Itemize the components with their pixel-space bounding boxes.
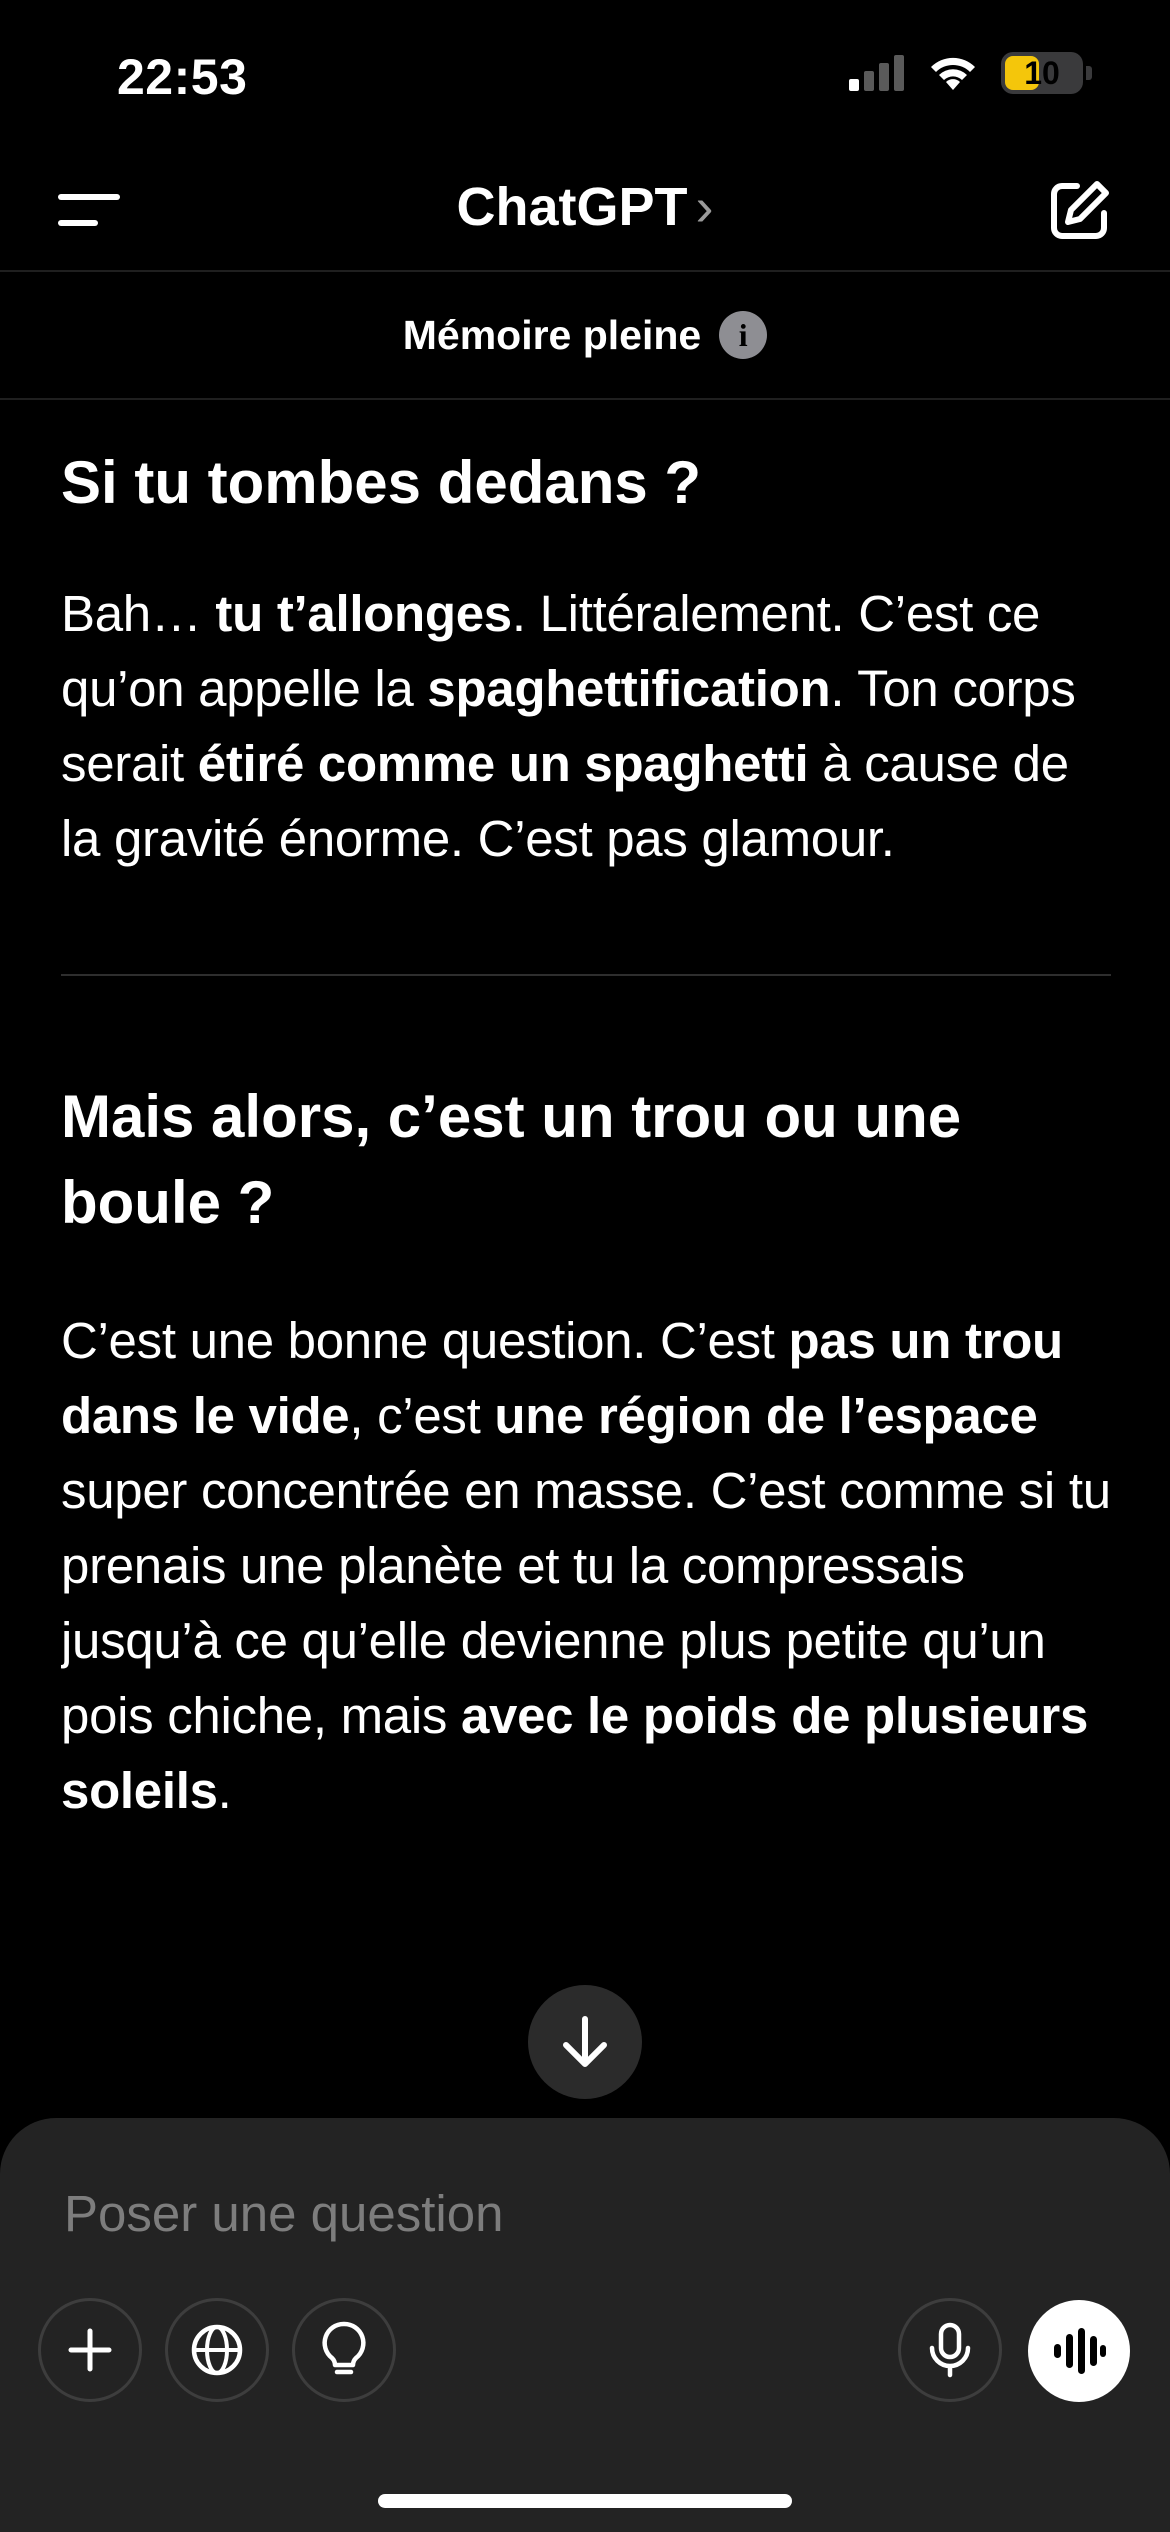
bold-text-run: pas un trou dans le vide [61, 1312, 1063, 1444]
text-run: C’est une bonne question. C’est [61, 1312, 789, 1369]
text-run: Bah… [61, 585, 216, 642]
text-run: super concentrée en masse. C’est comme si tu prenais une planète et tu la compressais jusqu’à ce qu’elle devienne plus petite qu’un pois chiche, mais [61, 1462, 1111, 1744]
info-icon[interactable]: i [719, 311, 767, 359]
status-time: 22:53 [117, 49, 248, 105]
plus-icon [67, 2327, 113, 2373]
arrow-down-icon [560, 2015, 610, 2069]
text-run: . Littéralement. C’est ce qu’on appelle la [61, 585, 1041, 717]
battery-body [1001, 52, 1083, 94]
composer [0, 2118, 1170, 2532]
battery-icon [1001, 52, 1092, 94]
battery-cap [1086, 66, 1092, 80]
message-section [61, 440, 1111, 876]
bold-text-run: une région de l’espace [494, 1387, 1038, 1444]
text-run: à cause de la gravité énorme. C’est pas glamour. [61, 735, 1069, 867]
message-input[interactable]: Poser une question [64, 2185, 504, 2242]
globe-icon [190, 2323, 244, 2377]
memory-banner[interactable] [0, 272, 1170, 400]
bold-text-run: avec le poids de plusieurs soleils [61, 1687, 1089, 1819]
section-paragraph [61, 576, 1111, 876]
message-section [61, 1074, 1111, 1828]
text-run: , c’est [349, 1387, 495, 1444]
battery-percentage: 10 [1024, 54, 1060, 91]
assistant-message [61, 400, 1111, 2070]
text-run: . Ton corps serait [61, 660, 1076, 792]
reason-button[interactable] [292, 2298, 396, 2402]
dictation-button[interactable] [898, 2298, 1002, 2402]
bold-text-run: tu t’allonges [215, 585, 512, 642]
status-icons [849, 52, 1092, 94]
nav-bar [0, 150, 1170, 272]
voice-mode-button[interactable] [1028, 2300, 1130, 2402]
bold-text-run: spaghettification [427, 660, 831, 717]
section-heading: Si tu tombes dedans ? [61, 449, 702, 516]
section-heading: Mais alors, c’est un trou ou une boule ? [61, 1083, 962, 1236]
memory-status-text: Mémoire pleine [402, 311, 702, 358]
wifi-icon [927, 54, 979, 92]
new-chat-icon[interactable] [1044, 176, 1114, 246]
model-selector[interactable] [0, 176, 1170, 238]
section-paragraph [61, 1303, 1111, 1828]
text-run: . [217, 1762, 232, 1819]
voice-mode-icon [1052, 2326, 1106, 2376]
cellular-signal-icon [849, 55, 905, 91]
home-indicator[interactable] [378, 2494, 792, 2508]
web-search-button[interactable] [165, 2298, 269, 2402]
chevron-right-icon: › [695, 177, 714, 237]
bold-text-run: étiré comme un spaghetti [197, 735, 809, 792]
page-title: ChatGPT [456, 177, 688, 237]
status-bar [0, 0, 1170, 150]
scroll-to-bottom-button[interactable] [528, 1985, 642, 2099]
microphone-icon [928, 2322, 972, 2378]
lightbulb-icon [321, 2321, 367, 2379]
add-attachment-button[interactable] [38, 2298, 142, 2402]
section-divider [61, 974, 1111, 976]
